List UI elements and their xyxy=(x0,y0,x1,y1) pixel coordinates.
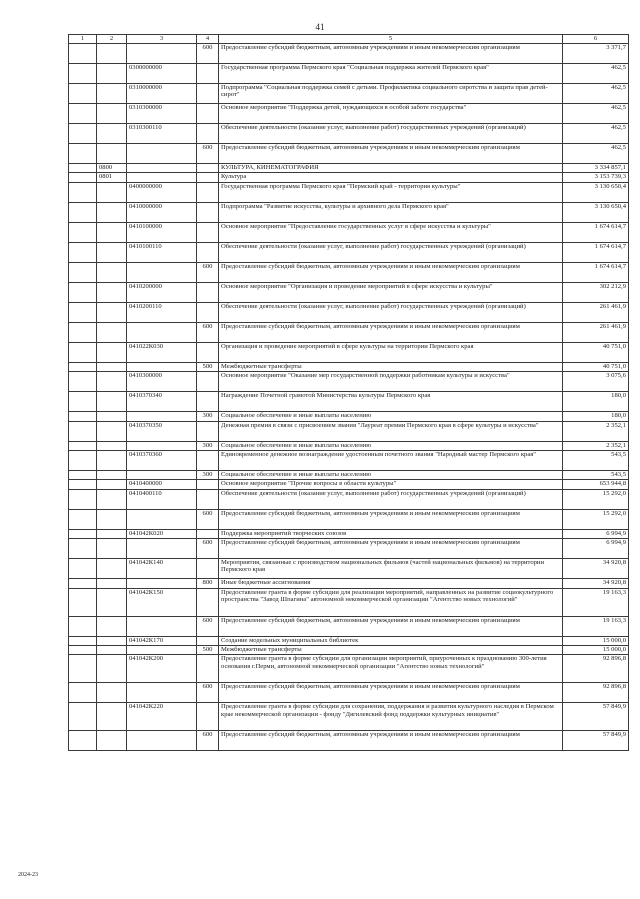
cell-subsection xyxy=(97,579,127,588)
cell-subsection xyxy=(97,202,127,222)
cell-amount: 180,0 xyxy=(563,392,629,412)
cell-section xyxy=(69,64,97,84)
cell-expense-type xyxy=(197,182,219,202)
cell-subsection xyxy=(97,703,127,731)
cell-expense-type xyxy=(197,124,219,144)
cell-amount: 57 849,9 xyxy=(563,731,629,751)
cell-section xyxy=(69,529,97,538)
table-row xyxy=(69,182,629,202)
cell-subsection xyxy=(97,470,127,479)
cell-subsection xyxy=(97,262,127,282)
cell-expense-type xyxy=(197,64,219,84)
table-row xyxy=(69,104,629,124)
cell-target-article xyxy=(127,731,197,751)
cell-subsection xyxy=(97,342,127,362)
cell-section xyxy=(69,539,97,559)
cell-subsection xyxy=(97,539,127,559)
cell-section xyxy=(69,703,97,731)
cell-target-article xyxy=(127,173,197,182)
cell-target-article xyxy=(127,509,197,529)
table-row xyxy=(69,262,629,282)
cell-subsection: 0801 xyxy=(97,173,127,182)
cell-description: Основное мероприятие "Прочие вопросы в области культуры" xyxy=(219,480,563,489)
cell-target-article: 0410200000 xyxy=(127,282,197,302)
cell-amount: 180,0 xyxy=(563,412,629,421)
cell-expense-type xyxy=(197,480,219,489)
cell-amount: 15 292,0 xyxy=(563,489,629,509)
cell-subsection xyxy=(97,480,127,489)
table-row xyxy=(69,173,629,182)
page-number: 41 xyxy=(315,22,325,32)
cell-section xyxy=(69,164,97,173)
cell-target-article xyxy=(127,470,197,479)
cell-expense-type: 600 xyxy=(197,322,219,342)
cell-subsection xyxy=(97,372,127,392)
table-row xyxy=(69,164,629,173)
table-row xyxy=(69,64,629,84)
cell-description: Социальное обеспечение и иные выплаты населению xyxy=(219,470,563,479)
cell-description: Предоставление гранта в форме субсидии для организации мероприятий, приуроченных к празднованию 300-летия основания г.Перми, автономной некоммерческой организации "Агентство новых технологий" xyxy=(219,655,563,683)
cell-target-article xyxy=(127,412,197,421)
cell-section xyxy=(69,124,97,144)
table-row xyxy=(69,282,629,302)
cell-description: Обеспечение деятельности (оказание услуг, выполнение работ) государственных учреждений (организаций) xyxy=(219,242,563,262)
cell-expense-type xyxy=(197,529,219,538)
cell-section xyxy=(69,173,97,182)
table-row xyxy=(69,222,629,242)
cell-amount: 2 352,1 xyxy=(563,421,629,441)
cell-target-article xyxy=(127,539,197,559)
cell-section xyxy=(69,392,97,412)
table-row xyxy=(69,392,629,412)
cell-target-article xyxy=(127,616,197,636)
cell-expense-type: 300 xyxy=(197,470,219,479)
cell-target-article: 0410000000 xyxy=(127,202,197,222)
table-row xyxy=(69,529,629,538)
cell-target-article: 0410200110 xyxy=(127,302,197,322)
cell-subsection xyxy=(97,64,127,84)
cell-description: Основное мероприятие "Поддержка детей, нуждающихся в особой заботе государства" xyxy=(219,104,563,124)
column-header-5: 5 xyxy=(219,35,563,44)
cell-expense-type xyxy=(197,342,219,362)
cell-target-article: 0310300000 xyxy=(127,104,197,124)
cell-subsection xyxy=(97,529,127,538)
cell-amount: 3 130 650,4 xyxy=(563,202,629,222)
cell-subsection xyxy=(97,412,127,421)
cell-description: Подпрограмма "Развитие искусства, культуры и архивного дела Пермского края" xyxy=(219,202,563,222)
cell-subsection xyxy=(97,509,127,529)
cell-amount: 6 994,9 xyxy=(563,529,629,538)
cell-expense-type xyxy=(197,104,219,124)
cell-expense-type xyxy=(197,84,219,104)
cell-expense-type: 600 xyxy=(197,539,219,559)
cell-amount: 40 751,0 xyxy=(563,342,629,362)
cell-amount: 1 674 614,7 xyxy=(563,262,629,282)
cell-subsection xyxy=(97,731,127,751)
cell-amount: 1 674 614,7 xyxy=(563,242,629,262)
cell-subsection xyxy=(97,645,127,654)
cell-expense-type: 600 xyxy=(197,731,219,751)
cell-description: Предоставление субсидий бюджетным, автономным учреждениям и иным некоммерческим организациям xyxy=(219,616,563,636)
cell-description: Основное мероприятие "Предоставление государственных услуг в сфере искусства и культуры" xyxy=(219,222,563,242)
cell-expense-type: 300 xyxy=(197,412,219,421)
table-row xyxy=(69,559,629,579)
cell-description: Социальное обеспечение и иные выплаты населению xyxy=(219,441,563,450)
table-row xyxy=(69,579,629,588)
table-row xyxy=(69,470,629,479)
cell-amount: 92 896,8 xyxy=(563,655,629,683)
cell-section xyxy=(69,588,97,616)
cell-amount: 462,5 xyxy=(563,84,629,104)
cell-description: Обеспечение деятельности (оказание услуг, выполнение работ) государственных учреждений (организаций) xyxy=(219,124,563,144)
cell-section xyxy=(69,559,97,579)
cell-expense-type: 600 xyxy=(197,509,219,529)
cell-subsection xyxy=(97,182,127,202)
cell-description: Обеспечение деятельности (оказание услуг, выполнение работ) государственных учреждений (организаций) xyxy=(219,302,563,322)
table-row xyxy=(69,412,629,421)
cell-section xyxy=(69,489,97,509)
cell-section xyxy=(69,262,97,282)
cell-target-article xyxy=(127,262,197,282)
cell-target-article: 041042К150 xyxy=(127,588,197,616)
cell-amount: 543,5 xyxy=(563,450,629,470)
cell-section xyxy=(69,202,97,222)
table-row xyxy=(69,342,629,362)
cell-description: Предоставление субсидий бюджетным, автономным учреждениям и иным некоммерческим организациям xyxy=(219,262,563,282)
table-row xyxy=(69,509,629,529)
cell-target-article: 0410400110 xyxy=(127,489,197,509)
footer-code: 2024-23 xyxy=(18,872,38,878)
table-row xyxy=(69,588,629,616)
cell-target-article: 0400000000 xyxy=(127,182,197,202)
cell-expense-type xyxy=(197,173,219,182)
cell-expense-type xyxy=(197,242,219,262)
table-row xyxy=(69,124,629,144)
cell-description: Предоставление субсидий бюджетным, автономным учреждениям и иным некоммерческим организациям xyxy=(219,683,563,703)
cell-target-article xyxy=(127,322,197,342)
cell-section xyxy=(69,636,97,645)
cell-subsection xyxy=(97,124,127,144)
cell-section xyxy=(69,470,97,479)
cell-amount: 15 000,0 xyxy=(563,636,629,645)
table-row xyxy=(69,84,629,104)
cell-target-article: 041042К140 xyxy=(127,559,197,579)
cell-section xyxy=(69,450,97,470)
cell-amount: 1 674 614,7 xyxy=(563,222,629,242)
cell-description: Основное мероприятие "Оказание мер государственной поддержки работникам культуры и искусства" xyxy=(219,372,563,392)
table-header-row xyxy=(69,35,629,44)
cell-target-article xyxy=(127,362,197,371)
cell-description: КУЛЬТУРА, КИНЕМАТОГРАФИЯ xyxy=(219,164,563,173)
cell-target-article xyxy=(127,683,197,703)
cell-section xyxy=(69,104,97,124)
cell-subsection xyxy=(97,222,127,242)
column-header-3: 3 xyxy=(127,35,197,44)
cell-amount: 19 163,3 xyxy=(563,616,629,636)
table-row xyxy=(69,302,629,322)
cell-expense-type: 600 xyxy=(197,144,219,164)
cell-amount: 302 212,9 xyxy=(563,282,629,302)
cell-target-article: 0310300110 xyxy=(127,124,197,144)
cell-section xyxy=(69,44,97,64)
cell-subsection xyxy=(97,683,127,703)
table-row xyxy=(69,202,629,222)
table-row xyxy=(69,645,629,654)
cell-subsection xyxy=(97,104,127,124)
cell-subsection xyxy=(97,450,127,470)
cell-amount: 57 849,9 xyxy=(563,703,629,731)
table-row xyxy=(69,421,629,441)
cell-section xyxy=(69,302,97,322)
cell-subsection xyxy=(97,84,127,104)
cell-target-article: 0410370360 xyxy=(127,450,197,470)
cell-target-article: 0300000000 xyxy=(127,64,197,84)
cell-subsection xyxy=(97,559,127,579)
table-row xyxy=(69,362,629,371)
cell-section xyxy=(69,322,97,342)
cell-subsection xyxy=(97,302,127,322)
cell-expense-type xyxy=(197,302,219,322)
budget-table xyxy=(68,34,629,751)
table-row xyxy=(69,44,629,64)
column-header-2: 2 xyxy=(97,35,127,44)
cell-amount: 34 920,8 xyxy=(563,559,629,579)
cell-description: Мероприятия, связанные с производством национальных фильмов (частей национальных фильмов) на территории Пермского края xyxy=(219,559,563,579)
cell-description: Межбюджетные трансферты xyxy=(219,645,563,654)
cell-target-article: 041042К170 xyxy=(127,636,197,645)
cell-section xyxy=(69,731,97,751)
cell-section xyxy=(69,579,97,588)
cell-subsection xyxy=(97,44,127,64)
cell-section xyxy=(69,182,97,202)
cell-expense-type: 600 xyxy=(197,683,219,703)
table-row xyxy=(69,731,629,751)
cell-target-article: 0410300000 xyxy=(127,372,197,392)
cell-target-article: 041042К220 xyxy=(127,703,197,731)
cell-section xyxy=(69,480,97,489)
cell-section xyxy=(69,242,97,262)
cell-description: Культура xyxy=(219,173,563,182)
cell-section xyxy=(69,655,97,683)
cell-description: Предоставление субсидий бюджетным, автономным учреждениям и иным некоммерческим организациям xyxy=(219,144,563,164)
cell-amount: 462,5 xyxy=(563,104,629,124)
cell-expense-type xyxy=(197,636,219,645)
cell-expense-type xyxy=(197,164,219,173)
cell-target-article xyxy=(127,164,197,173)
cell-section xyxy=(69,84,97,104)
cell-description: Предоставление субсидий бюджетным, автономным учреждениям и иным некоммерческим организациям xyxy=(219,509,563,529)
cell-description: Государственная программа Пермского края "Социальная поддержка жителей Пермского края" xyxy=(219,64,563,84)
cell-target-article xyxy=(127,579,197,588)
cell-expense-type xyxy=(197,222,219,242)
cell-section xyxy=(69,412,97,421)
cell-section xyxy=(69,683,97,703)
cell-amount: 2 352,1 xyxy=(563,441,629,450)
cell-section xyxy=(69,282,97,302)
cell-subsection xyxy=(97,616,127,636)
table-row xyxy=(69,372,629,392)
cell-description: Социальное обеспечение и иные выплаты населению xyxy=(219,412,563,421)
cell-amount: 34 920,8 xyxy=(563,579,629,588)
cell-expense-type xyxy=(197,372,219,392)
cell-section xyxy=(69,645,97,654)
cell-description: Обеспечение деятельности (оказание услуг, выполнение работ) государственных учреждений (организаций) xyxy=(219,489,563,509)
cell-description: Награждение Почетной грамотой Министерства культуры Пермского края xyxy=(219,392,563,412)
cell-amount: 3 075,6 xyxy=(563,372,629,392)
cell-expense-type xyxy=(197,450,219,470)
cell-description: Предоставление субсидий бюджетным, автономным учреждениям и иным некоммерческим организациям xyxy=(219,731,563,751)
table-row xyxy=(69,703,629,731)
cell-description: Предоставление гранта в форме субсидии для сохранения, поддержания и развития культурного наследия в Пермском крае некоммерческой организации - фонду "Дягилевский фонд поддержки культурных инициатив" xyxy=(219,703,563,731)
table-row xyxy=(69,242,629,262)
cell-expense-type xyxy=(197,282,219,302)
cell-amount: 261 461,9 xyxy=(563,302,629,322)
cell-description: Денежная премия в связи с присвоением звания "Лауреат премии Пермского края в сфере культуры и искусства" xyxy=(219,421,563,441)
table-row xyxy=(69,539,629,559)
cell-target-article: 041042К020 xyxy=(127,529,197,538)
cell-subsection xyxy=(97,588,127,616)
cell-amount: 19 163,3 xyxy=(563,588,629,616)
cell-subsection xyxy=(97,392,127,412)
cell-section xyxy=(69,509,97,529)
cell-target-article: 0410370350 xyxy=(127,421,197,441)
cell-section xyxy=(69,372,97,392)
cell-subsection xyxy=(97,655,127,683)
cell-subsection xyxy=(97,441,127,450)
cell-description: Создание модельных муниципальных библиотек xyxy=(219,636,563,645)
cell-expense-type xyxy=(197,655,219,683)
column-header-6: 6 xyxy=(563,35,629,44)
cell-expense-type xyxy=(197,588,219,616)
cell-subsection xyxy=(97,322,127,342)
cell-amount: 15 000,0 xyxy=(563,645,629,654)
cell-target-article: 041042К200 xyxy=(127,655,197,683)
cell-description: Межбюджетные трансферты xyxy=(219,362,563,371)
cell-target-article: 0410100000 xyxy=(127,222,197,242)
table-row xyxy=(69,489,629,509)
cell-expense-type: 600 xyxy=(197,44,219,64)
cell-section xyxy=(69,222,97,242)
cell-section xyxy=(69,362,97,371)
cell-amount: 543,5 xyxy=(563,470,629,479)
cell-expense-type: 300 xyxy=(197,441,219,450)
cell-section xyxy=(69,616,97,636)
table-row xyxy=(69,655,629,683)
cell-section xyxy=(69,441,97,450)
cell-expense-type: 500 xyxy=(197,645,219,654)
cell-amount: 3 334 857,1 xyxy=(563,164,629,173)
cell-subsection xyxy=(97,636,127,645)
cell-description: Государственная программа Пермского края "Пермский край - территория культуры" xyxy=(219,182,563,202)
cell-subsection xyxy=(97,282,127,302)
cell-amount: 15 292,0 xyxy=(563,509,629,529)
cell-target-article xyxy=(127,441,197,450)
cell-target-article: 041022К030 xyxy=(127,342,197,362)
cell-subsection xyxy=(97,144,127,164)
cell-section xyxy=(69,342,97,362)
cell-description: Единовременное денежное вознаграждение удостоенным почетного звания "Народный мастер Пермского края" xyxy=(219,450,563,470)
table-row xyxy=(69,636,629,645)
cell-subsection: 0800 xyxy=(97,164,127,173)
table-row xyxy=(69,144,629,164)
cell-description: Предоставление субсидий бюджетным, автономным учреждениям и иным некоммерческим организациям xyxy=(219,44,563,64)
cell-subsection xyxy=(97,421,127,441)
cell-amount: 92 896,8 xyxy=(563,683,629,703)
cell-description: Иные бюджетные ассигнования xyxy=(219,579,563,588)
cell-subsection xyxy=(97,242,127,262)
column-header-4: 4 xyxy=(197,35,219,44)
table-row xyxy=(69,480,629,489)
cell-amount: 653 944,8 xyxy=(563,480,629,489)
table-row xyxy=(69,683,629,703)
table-row xyxy=(69,450,629,470)
cell-amount: 3 371,7 xyxy=(563,44,629,64)
cell-description: Предоставление гранта в форме субсидии для реализации мероприятий, направленных на развитие социокультурного пространства "Завод Шпагина" автономной некоммерческой организации "Агентство новых технологий" xyxy=(219,588,563,616)
cell-amount: 3 153 739,3 xyxy=(563,173,629,182)
cell-target-article: 0410370340 xyxy=(127,392,197,412)
cell-expense-type xyxy=(197,703,219,731)
cell-amount: 462,5 xyxy=(563,64,629,84)
cell-description: Основное мероприятие "Организация и проведение мероприятий в сфере искусства и культуры" xyxy=(219,282,563,302)
cell-target-article: 0310000000 xyxy=(127,84,197,104)
cell-subsection xyxy=(97,362,127,371)
cell-section xyxy=(69,144,97,164)
cell-expense-type xyxy=(197,421,219,441)
cell-section xyxy=(69,421,97,441)
cell-description: Предоставление субсидий бюджетным, автономным учреждениям и иным некоммерческим организациям xyxy=(219,539,563,559)
cell-target-article: 0410100110 xyxy=(127,242,197,262)
cell-expense-type: 800 xyxy=(197,579,219,588)
cell-description: Поддержка мероприятий творческих союзов xyxy=(219,529,563,538)
cell-target-article xyxy=(127,144,197,164)
cell-amount: 6 994,9 xyxy=(563,539,629,559)
cell-target-article xyxy=(127,645,197,654)
cell-expense-type: 600 xyxy=(197,262,219,282)
cell-expense-type xyxy=(197,559,219,579)
cell-expense-type: 500 xyxy=(197,362,219,371)
cell-expense-type: 600 xyxy=(197,616,219,636)
cell-amount: 40 751,0 xyxy=(563,362,629,371)
table-body xyxy=(69,44,629,751)
cell-target-article xyxy=(127,44,197,64)
table-row xyxy=(69,616,629,636)
cell-expense-type xyxy=(197,489,219,509)
cell-amount: 462,5 xyxy=(563,144,629,164)
cell-description: Подпрограмма "Социальная поддержка семей с детьми. Профилактика социального сиротства и защита прав детей-сирот" xyxy=(219,84,563,104)
cell-expense-type xyxy=(197,392,219,412)
cell-description: Предоставление субсидий бюджетным, автономным учреждениям и иным некоммерческим организациям xyxy=(219,322,563,342)
cell-description: Организация и проведение мероприятий в сфере культуры на территории Пермского края xyxy=(219,342,563,362)
cell-amount: 261 461,9 xyxy=(563,322,629,342)
cell-expense-type xyxy=(197,202,219,222)
column-header-1: 1 xyxy=(69,35,97,44)
cell-target-article: 0410400000 xyxy=(127,480,197,489)
table-row xyxy=(69,441,629,450)
table-row xyxy=(69,322,629,342)
cell-amount: 3 130 650,4 xyxy=(563,182,629,202)
cell-amount: 462,5 xyxy=(563,124,629,144)
cell-subsection xyxy=(97,489,127,509)
